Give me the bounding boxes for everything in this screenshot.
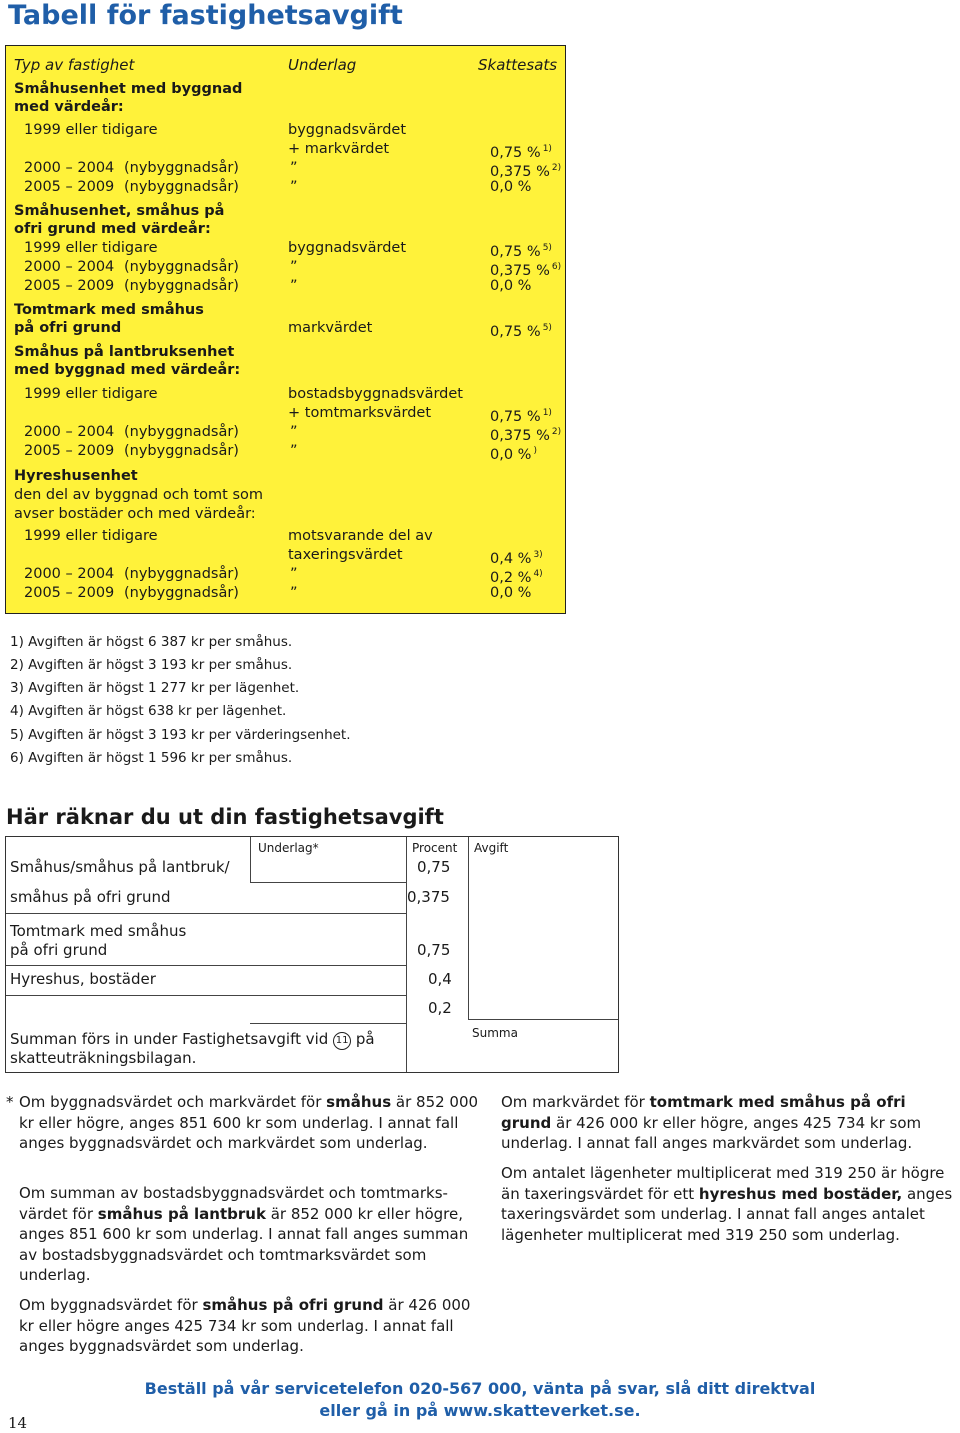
row-basis: byggnadsvärdet <box>288 240 407 256</box>
row-rate: 0,375 % $^{6)}$ <box>490 262 562 279</box>
footnote-ref: 2) <box>551 163 562 173</box>
footnote-ref: 4) <box>533 569 543 579</box>
row-label: (nybyggnadsår) <box>124 160 239 176</box>
row-label-smahus: Småhus/småhus på lantbruk/ <box>10 858 230 876</box>
row-period: 2000 – 2004 <box>24 424 115 440</box>
summa-label: Summa <box>472 1026 518 1040</box>
section-subheading: avser bostäder och med värdeår: <box>14 506 256 522</box>
page-number: 14 <box>8 1414 28 1432</box>
row-period: 2005 – 2009 <box>24 585 115 601</box>
row-basis: motsvarande del av <box>288 528 433 544</box>
section-heading: med värdeår: <box>14 99 124 115</box>
row-period: 2005 – 2009 <box>24 179 115 195</box>
rate-ofri-grund: 0,375 <box>407 888 450 906</box>
page-title: Tabell för fastighetsavgift <box>8 0 403 31</box>
header-type: Typ av fastighet <box>14 56 135 74</box>
row-period: 1999 eller tidigare <box>24 528 158 544</box>
body-text: Om antalet lägenheter multiplicerat med 319 250 är högre än taxeringsvärdet för ett <box>501 1164 945 1203</box>
footnote-ref: 2) <box>551 427 562 437</box>
row-label: (nybyggnadsår) <box>124 278 239 294</box>
footnote-ref: 6) <box>551 262 562 272</box>
body-text: Om markvärdet för <box>501 1093 650 1111</box>
section-subheading: den del av byggnad och tomt som <box>14 487 264 503</box>
emphasis-text: småhus på ofri grund <box>202 1296 384 1314</box>
section-heading: Småhus på lantbruksenhet <box>14 344 235 360</box>
rate-tomtmark: 0,75 <box>417 941 451 959</box>
ditto-mark: ” <box>290 160 298 176</box>
row-basis: markvärdet <box>288 320 373 336</box>
calc-heading: Här räknar du ut din fastighetsavgift <box>6 805 444 829</box>
underlag-input-smahus[interactable] <box>251 883 405 913</box>
note-paragraph <box>501 1092 956 1154</box>
row-label: (nybyggnadsår) <box>124 566 239 582</box>
footnote-ref: 5) <box>542 243 552 253</box>
calc-form <box>5 836 619 1073</box>
section-heading: Tomtmark med småhus <box>14 302 204 318</box>
row-divider <box>6 965 406 966</box>
footnote: 6) Avgiften är högst 1 596 kr per småhus. <box>10 750 293 766</box>
body-text: Om summan av bostadsbyggnadsvärdet och tomtmarks-värdet för <box>19 1184 448 1223</box>
ditto-mark: ” <box>290 443 298 459</box>
row-basis: bostadsbyggnadsvärdet <box>288 386 463 402</box>
row-rate: 0,75 % $^{1)}$ <box>490 408 552 425</box>
footnote-ref: 1) <box>542 408 552 418</box>
row-label: (nybyggnadsår) <box>124 179 239 195</box>
footer-promo <box>0 1378 960 1422</box>
row-divider <box>6 913 406 914</box>
ditto-mark: ” <box>290 179 298 195</box>
note-paragraph <box>19 1092 481 1154</box>
footnote-ref: 5) <box>542 323 552 333</box>
ditto-mark: ” <box>290 259 298 275</box>
section-heading: ofri grund med värdeår: <box>14 221 211 237</box>
column-divider <box>406 837 407 1072</box>
row-period: 2000 – 2004 <box>24 259 115 275</box>
section-heading: Småhusenhet, småhus på <box>14 203 225 219</box>
row-rate: 0,75 % $^{1)}$ <box>490 144 552 161</box>
emphasis-text: hyreshus med bostäder, <box>698 1184 903 1203</box>
footnote-ref: 1) <box>542 144 552 154</box>
footnote: 4) Avgiften är högst 638 kr per lägenhet. <box>10 703 287 719</box>
row-period: 1999 eller tidigare <box>24 122 158 138</box>
body-text: är 426 000 kr eller högre, anges 425 734 kr som underlag. I annat fall anges markvärdet som underlag. <box>501 1113 922 1152</box>
note-paragraph <box>19 1295 481 1357</box>
row-divider <box>6 995 406 996</box>
row-label-hyreshus: Hyreshus, bostäder <box>10 970 156 988</box>
emphasis-text: småhus på lantbruk <box>97 1204 266 1223</box>
summa-instruction: Summan förs in under Fastighetsavgift vid 11 på <box>10 1030 375 1048</box>
note-paragraph <box>19 1183 481 1286</box>
body-text: Om byggnadsvärdet och markvärdet för <box>19 1093 327 1111</box>
section-heading: med byggnad med värdeår: <box>14 362 241 378</box>
ditto-mark: ” <box>290 566 298 582</box>
header-basis: Underlag <box>288 56 357 74</box>
row-period: 2005 – 2009 <box>24 443 115 459</box>
procent-column-header: Procent <box>412 841 458 855</box>
section-heading: på ofri grund <box>14 320 122 336</box>
footer-line: Beställ på vår servicetelefon 020-567 000, vänta på svar, slå ditt direktval <box>144 1379 816 1398</box>
row-rate: 0,375 % $^{2)}$ <box>490 427 562 444</box>
body-text: är 426 000 kr eller högre anges 425 734 kr som underlag. I annat fall anges byggnadsvärdet som underlag. <box>19 1296 471 1355</box>
footnote: 2) Avgiften är högst 3 193 kr per småhus. <box>10 657 293 673</box>
row-basis: + markvärdet <box>288 141 390 157</box>
row-rate: 0,4 % $^{3)}$ <box>490 550 543 567</box>
row-rate: 0,0 % ) <box>490 446 537 463</box>
row-label: (nybyggnadsår) <box>124 424 239 440</box>
footer-line: eller gå in på www.skatteverket.se. <box>319 1401 641 1420</box>
body-text: är 852 000 kr eller högre, anges 851 600 kr som underlag. I annat fall anges summan av bostadsbyggnadsvärdet och tomtmarksvärdet som underlag. <box>19 1204 469 1284</box>
ditto-mark: ” <box>290 278 298 294</box>
rate-hyreshus-new: 0,2 <box>428 999 452 1017</box>
row-basis: byggnadsvärdet <box>288 122 407 138</box>
row-rate: 0,0 % <box>490 278 532 294</box>
header-rate: Skattesats <box>478 56 558 74</box>
avgift-column-header: Avgift <box>474 841 509 855</box>
body-text: är 852 000 kr eller högre, anges 851 600 kr som underlag. I annat fall anges byggnadsvärdet och markvärdet som underlag. <box>19 1093 479 1152</box>
body-text: anges taxeringsvärdet som underlag. I annat fall anges antalet lägenheter multiplicerat med 319 250 som underlag. <box>501 1184 953 1244</box>
row-period: 2000 – 2004 <box>24 566 115 582</box>
row-basis: + tomtmarksvärdet <box>288 405 432 421</box>
summa-instruction: skatteuträkningsbilagan. <box>10 1049 197 1067</box>
row-rate: 0,75 % $^{5)}$ <box>490 243 552 260</box>
body-text: Om byggnadsvärdet för <box>19 1296 203 1314</box>
row-label-ofri-grund: småhus på ofri grund <box>10 888 171 906</box>
row-rate: 0,0 % <box>490 585 532 601</box>
summa-input[interactable] <box>469 1020 617 1072</box>
rate-hyreshus: 0,4 <box>428 970 452 988</box>
footnote: 5) Avgiften är högst 3 193 kr per värderingsenhet. <box>10 727 351 743</box>
row-period: 1999 eller tidigare <box>24 386 158 402</box>
ditto-mark: ” <box>290 585 298 601</box>
row-basis: taxeringsvärdet <box>288 547 403 563</box>
row-period: 2000 – 2004 <box>24 160 115 176</box>
row-rate: 0,375 % $^{2)}$ <box>490 163 562 180</box>
row-label-tomtmark: på ofri grund <box>10 941 108 959</box>
column-divider <box>250 837 251 883</box>
row-label: (nybyggnadsår) <box>124 585 239 601</box>
rate-smahus: 0,75 <box>417 858 451 876</box>
section-heading: Småhusenhet med byggnad <box>14 81 243 97</box>
row-period: 1999 eller tidigare <box>24 240 158 256</box>
footnote-ref: ) <box>533 446 537 456</box>
avgift-input-smahus[interactable] <box>469 853 617 913</box>
footnote: 1) Avgiften är högst 6 387 kr per småhus. <box>10 634 293 650</box>
section-heading: Hyreshusenhet <box>14 468 138 484</box>
row-divider <box>250 1023 406 1024</box>
rate-table <box>5 45 566 614</box>
asterisk-marker: * <box>6 1093 14 1111</box>
row-rate: 0,2 % $^{4)}$ <box>490 569 543 586</box>
note-paragraph <box>501 1163 956 1245</box>
row-rate: 0,0 % <box>490 179 532 195</box>
row-period: 2005 – 2009 <box>24 278 115 294</box>
row-label: (nybyggnadsår) <box>124 259 239 275</box>
ditto-mark: ” <box>290 424 298 440</box>
row-rate: 0,75 % $^{5)}$ <box>490 323 552 340</box>
emphasis-text: tomtmark med småhus på ofri grund <box>501 1093 906 1132</box>
underlag-column-header: Underlag* <box>258 841 319 855</box>
footnote-ref: 3) <box>533 550 543 560</box>
row-label-tomtmark: Tomtmark med småhus <box>10 922 187 940</box>
row-label: (nybyggnadsår) <box>124 443 239 459</box>
footnote: 3) Avgiften är högst 1 277 kr per lägenhet. <box>10 680 300 696</box>
circled-eleven-icon: 11 <box>333 1032 351 1050</box>
emphasis-text: småhus <box>326 1093 392 1111</box>
